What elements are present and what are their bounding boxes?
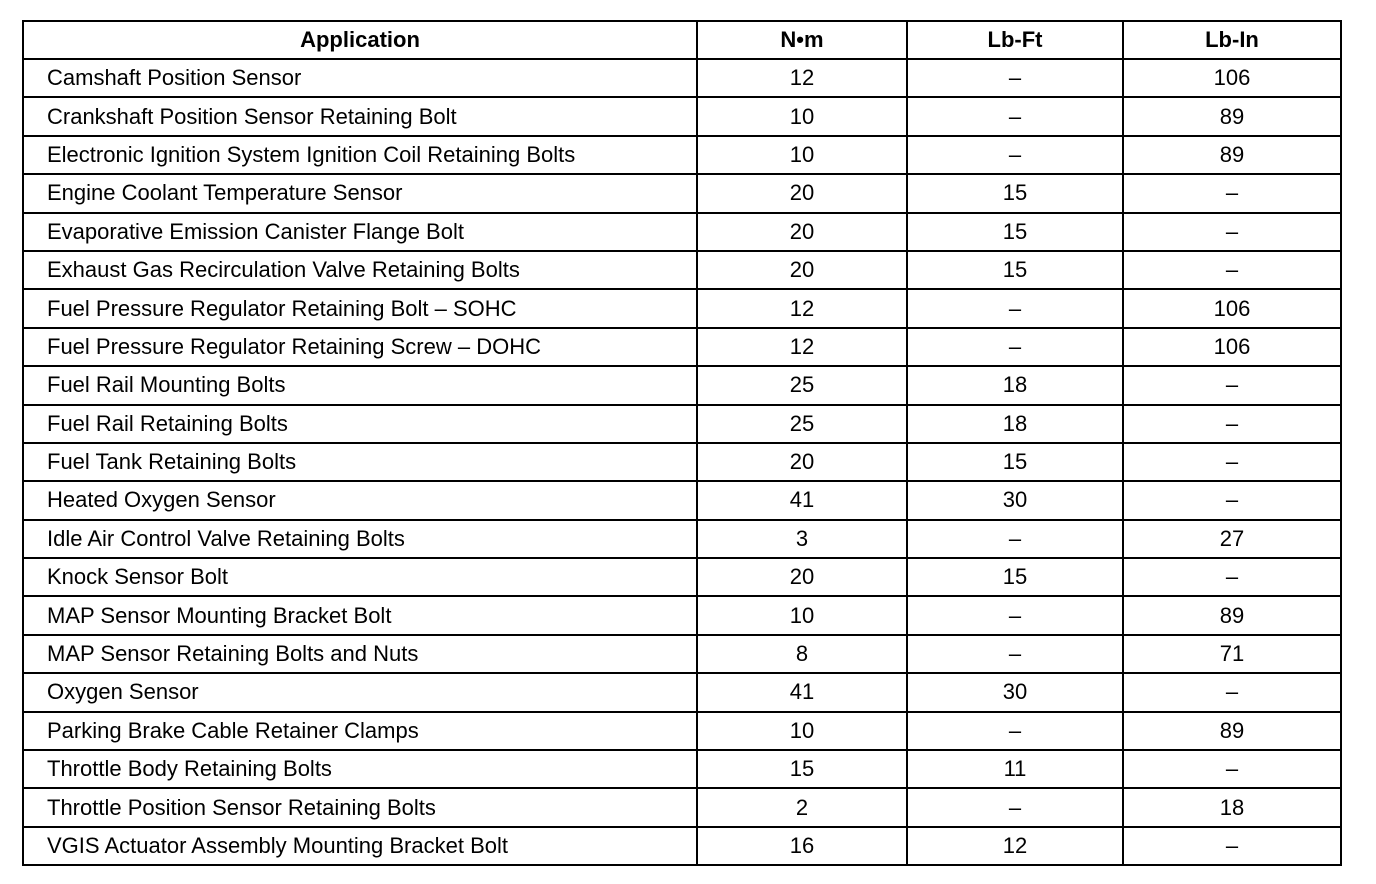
application-cell: Heated Oxygen Sensor — [23, 481, 697, 519]
table-row — [23, 366, 1341, 404]
lbin-cell: – — [1123, 213, 1341, 251]
nm-cell: 20 — [697, 213, 907, 251]
lbft-cell: 15 — [907, 174, 1123, 212]
lbft-cell: – — [907, 520, 1123, 558]
nm-cell: 12 — [697, 289, 907, 327]
nm-cell: 25 — [697, 366, 907, 404]
table-row — [23, 788, 1341, 826]
lbin-cell: – — [1123, 174, 1341, 212]
application-cell: Fuel Pressure Regulator Retaining Bolt – SOHC — [23, 289, 697, 327]
table-row — [23, 405, 1341, 443]
application-cell: Camshaft Position Sensor — [23, 59, 697, 97]
lbft-cell: – — [907, 712, 1123, 750]
lbin-cell: 89 — [1123, 712, 1341, 750]
lbft-cell: – — [907, 328, 1123, 366]
application-cell: Crankshaft Position Sensor Retaining Bolt — [23, 97, 697, 135]
table-row — [23, 251, 1341, 289]
nm-cell: 10 — [697, 136, 907, 174]
lbft-cell: – — [907, 97, 1123, 135]
nm-cell: 20 — [697, 558, 907, 596]
nm-cell: 12 — [697, 328, 907, 366]
lbin-cell: – — [1123, 673, 1341, 711]
table-row — [23, 59, 1341, 97]
torque-specifications-table — [22, 20, 1342, 866]
nm-cell: 41 — [697, 673, 907, 711]
application-cell: Electronic Ignition System Ignition Coil Retaining Bolts — [23, 136, 697, 174]
table-row — [23, 635, 1341, 673]
lbft-cell: – — [907, 59, 1123, 97]
application-cell: Throttle Body Retaining Bolts — [23, 750, 697, 788]
table-row — [23, 328, 1341, 366]
table-row — [23, 97, 1341, 135]
table-row — [23, 481, 1341, 519]
nm-cell: 10 — [697, 97, 907, 135]
lbin-cell: 106 — [1123, 289, 1341, 327]
application-cell: Oxygen Sensor — [23, 673, 697, 711]
nm-cell: 3 — [697, 520, 907, 558]
table-body — [23, 59, 1341, 865]
table-row — [23, 174, 1341, 212]
table-row — [23, 213, 1341, 251]
lbft-cell: 12 — [907, 827, 1123, 865]
lbin-cell: 27 — [1123, 520, 1341, 558]
nm-cell: 15 — [697, 750, 907, 788]
nm-cell: 20 — [697, 251, 907, 289]
header-application: Application — [23, 21, 697, 59]
application-cell: Parking Brake Cable Retainer Clamps — [23, 712, 697, 750]
lbft-cell: 30 — [907, 481, 1123, 519]
lbin-cell: 89 — [1123, 596, 1341, 634]
table-row — [23, 443, 1341, 481]
lbin-cell: – — [1123, 481, 1341, 519]
application-cell: Engine Coolant Temperature Sensor — [23, 174, 697, 212]
lbin-cell: 18 — [1123, 788, 1341, 826]
lbft-cell: 15 — [907, 443, 1123, 481]
lbft-cell: 30 — [907, 673, 1123, 711]
nm-cell: 20 — [697, 443, 907, 481]
nm-cell: 12 — [697, 59, 907, 97]
application-cell: Fuel Pressure Regulator Retaining Screw – DOHC — [23, 328, 697, 366]
lbft-cell: – — [907, 635, 1123, 673]
table-row — [23, 520, 1341, 558]
table-row — [23, 750, 1341, 788]
lbft-cell: – — [907, 136, 1123, 174]
lbin-cell: – — [1123, 827, 1341, 865]
application-cell: VGIS Actuator Assembly Mounting Bracket Bolt — [23, 827, 697, 865]
nm-cell: 16 — [697, 827, 907, 865]
lbin-cell: – — [1123, 405, 1341, 443]
table-row — [23, 673, 1341, 711]
lbft-cell: – — [907, 289, 1123, 327]
application-cell: MAP Sensor Mounting Bracket Bolt — [23, 596, 697, 634]
application-cell: Knock Sensor Bolt — [23, 558, 697, 596]
lbft-cell: – — [907, 788, 1123, 826]
nm-cell: 41 — [697, 481, 907, 519]
application-cell: Evaporative Emission Canister Flange Bolt — [23, 213, 697, 251]
lbft-cell: 18 — [907, 405, 1123, 443]
application-cell: Fuel Rail Retaining Bolts — [23, 405, 697, 443]
lbft-cell: 18 — [907, 366, 1123, 404]
header-lbft: Lb-Ft — [907, 21, 1123, 59]
lbft-cell: 11 — [907, 750, 1123, 788]
table-row — [23, 558, 1341, 596]
lbft-cell: 15 — [907, 213, 1123, 251]
nm-cell: 2 — [697, 788, 907, 826]
lbin-cell: 89 — [1123, 136, 1341, 174]
application-cell: Fuel Tank Retaining Bolts — [23, 443, 697, 481]
lbin-cell: – — [1123, 366, 1341, 404]
lbin-cell: 106 — [1123, 59, 1341, 97]
application-cell: Exhaust Gas Recirculation Valve Retaining Bolts — [23, 251, 697, 289]
table-row — [23, 712, 1341, 750]
nm-cell: 10 — [697, 712, 907, 750]
lbin-cell: 71 — [1123, 635, 1341, 673]
lbin-cell: – — [1123, 558, 1341, 596]
header-row — [23, 21, 1341, 59]
lbft-cell: – — [907, 596, 1123, 634]
lbft-cell: 15 — [907, 251, 1123, 289]
nm-cell: 25 — [697, 405, 907, 443]
header-nm: N•m — [697, 21, 907, 59]
lbin-cell: 106 — [1123, 328, 1341, 366]
lbft-cell: 15 — [907, 558, 1123, 596]
lbin-cell: 89 — [1123, 97, 1341, 135]
nm-cell: 10 — [697, 596, 907, 634]
application-cell: Idle Air Control Valve Retaining Bolts — [23, 520, 697, 558]
nm-cell: 8 — [697, 635, 907, 673]
lbin-cell: – — [1123, 443, 1341, 481]
application-cell: Fuel Rail Mounting Bolts — [23, 366, 697, 404]
table-row — [23, 596, 1341, 634]
nm-cell: 20 — [697, 174, 907, 212]
table-row — [23, 289, 1341, 327]
table-row — [23, 827, 1341, 865]
application-cell: MAP Sensor Retaining Bolts and Nuts — [23, 635, 697, 673]
lbin-cell: – — [1123, 251, 1341, 289]
header-lbin: Lb-In — [1123, 21, 1341, 59]
lbin-cell: – — [1123, 750, 1341, 788]
table-row — [23, 136, 1341, 174]
application-cell: Throttle Position Sensor Retaining Bolts — [23, 788, 697, 826]
